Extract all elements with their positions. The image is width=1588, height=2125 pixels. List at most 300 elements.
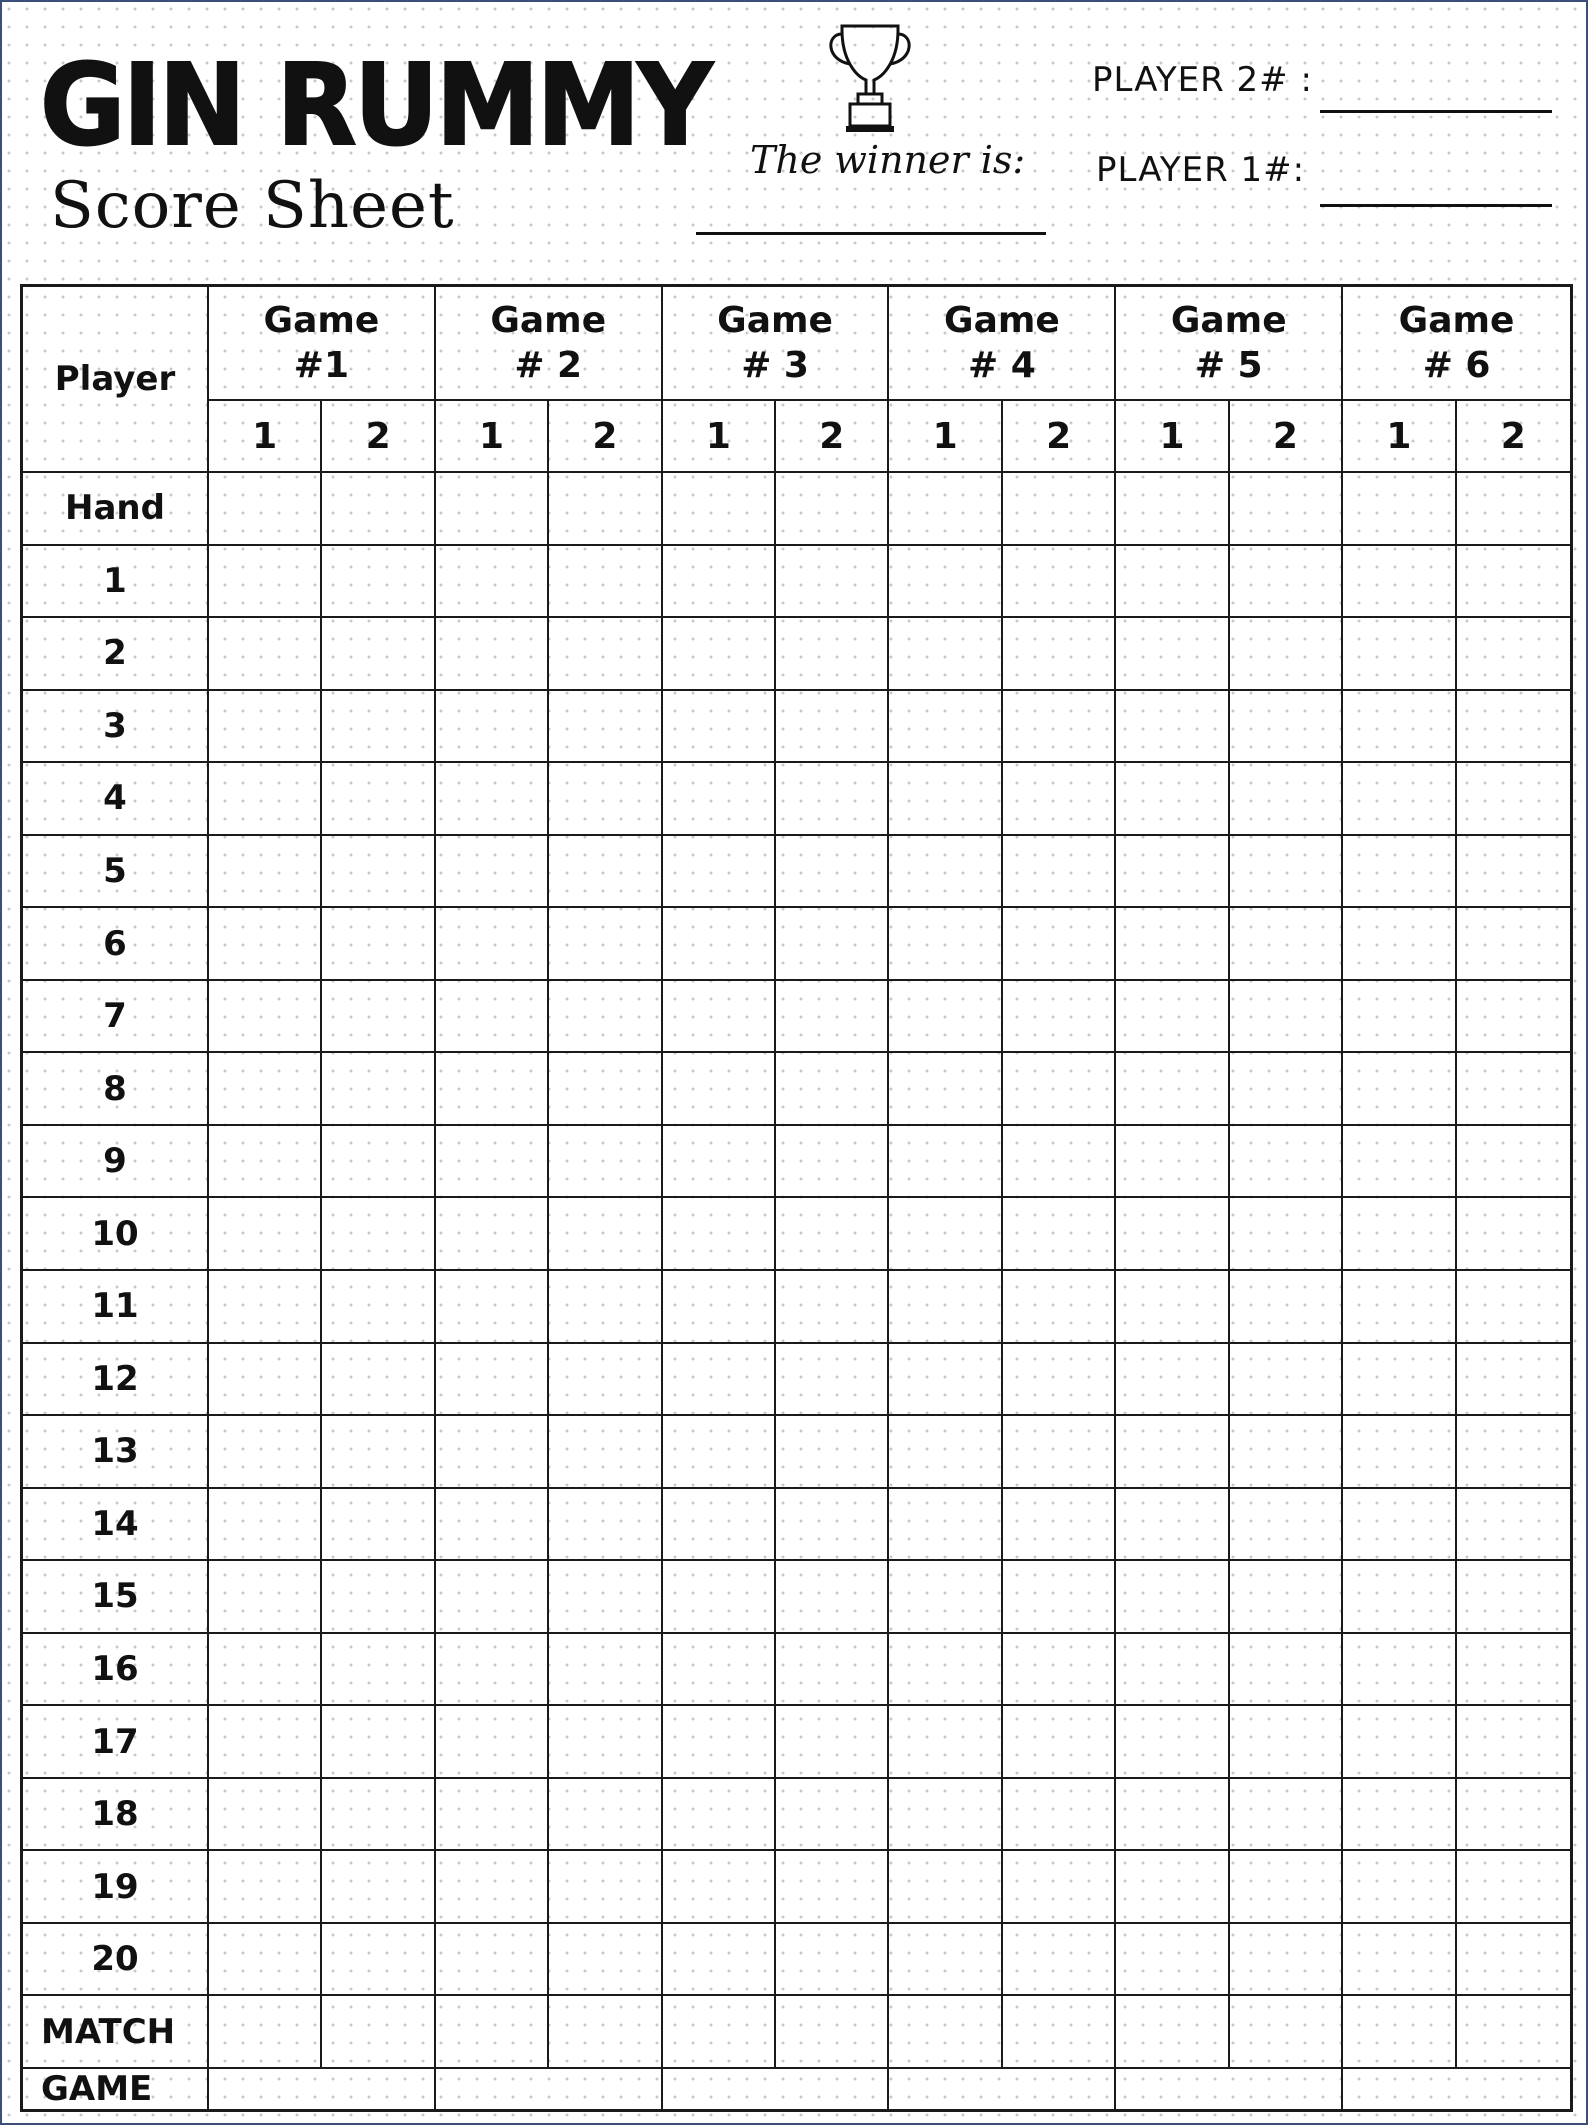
score-cell[interactable]	[209, 1126, 322, 1199]
score-cell[interactable]	[322, 473, 435, 546]
score-cell[interactable]	[549, 1634, 662, 1707]
score-cell[interactable]	[322, 1344, 435, 1417]
score-cell[interactable]	[549, 1561, 662, 1634]
score-cell[interactable]	[1343, 1344, 1456, 1417]
score-cell[interactable]	[776, 1924, 889, 1997]
score-cell[interactable]	[436, 1489, 549, 1562]
score-cell[interactable]	[209, 1561, 322, 1634]
score-cell[interactable]	[549, 1198, 662, 1271]
score-cell[interactable]	[549, 981, 662, 1054]
score-cell[interactable]	[663, 836, 776, 909]
score-cell[interactable]	[322, 1053, 435, 1126]
score-cell[interactable]	[1116, 618, 1229, 691]
score-cell[interactable]	[663, 1489, 776, 1562]
score-cell[interactable]	[322, 691, 435, 764]
score-cell[interactable]	[776, 1416, 889, 1489]
score-cell[interactable]	[1230, 1126, 1343, 1199]
row-label: 5	[23, 836, 209, 909]
score-cell[interactable]	[322, 908, 435, 981]
score-cell[interactable]	[1457, 763, 1570, 836]
score-cell[interactable]	[663, 1706, 776, 1779]
score-cell[interactable]	[776, 1561, 889, 1634]
score-cell[interactable]	[1116, 763, 1229, 836]
score-cell[interactable]	[776, 763, 889, 836]
score-cell[interactable]	[1230, 908, 1343, 981]
score-cell[interactable]	[209, 1924, 322, 1997]
score-cell[interactable]	[663, 691, 776, 764]
score-cell[interactable]	[436, 691, 549, 764]
game-header-label: Game	[1398, 300, 1515, 341]
score-cell[interactable]	[436, 1706, 549, 1779]
score-cell[interactable]	[209, 981, 322, 1054]
row-label: 13	[23, 1416, 209, 1489]
score-cell[interactable]	[1003, 1634, 1116, 1707]
player2-line[interactable]	[1320, 110, 1552, 113]
score-cell[interactable]	[663, 1561, 776, 1634]
score-cell[interactable]	[549, 1416, 662, 1489]
score-cell[interactable]	[889, 1416, 1002, 1489]
score-cell[interactable]	[1116, 1779, 1229, 1852]
score-cell[interactable]	[776, 981, 889, 1054]
score-cell[interactable]	[1343, 1053, 1456, 1126]
score-cell[interactable]	[889, 1779, 1002, 1852]
score-cell[interactable]	[1457, 1416, 1570, 1489]
score-cell[interactable]	[549, 1779, 662, 1852]
score-cell[interactable]	[776, 1344, 889, 1417]
score-cell[interactable]	[209, 1053, 322, 1126]
score-cell[interactable]	[1230, 1053, 1343, 1126]
score-cell[interactable]	[436, 1851, 549, 1924]
score-cell[interactable]	[1230, 836, 1343, 909]
score-cell[interactable]	[1343, 1851, 1456, 1924]
score-cell[interactable]	[776, 1053, 889, 1126]
score-cell[interactable]	[1230, 546, 1343, 619]
game-total-cell[interactable]	[889, 2069, 1116, 2109]
score-cell[interactable]	[1230, 1271, 1343, 1344]
score-cell[interactable]	[1003, 1271, 1116, 1344]
score-cell[interactable]	[1457, 473, 1570, 546]
score-cell[interactable]	[436, 1271, 549, 1344]
row-label: 9	[23, 1126, 209, 1199]
score-cell[interactable]	[1343, 1416, 1456, 1489]
score-cell[interactable]	[322, 1924, 435, 1997]
game-total-cell[interactable]	[209, 2069, 436, 2109]
score-cell[interactable]	[1116, 473, 1229, 546]
score-cell[interactable]	[1116, 1996, 1229, 2069]
score-cell[interactable]	[1343, 1126, 1456, 1199]
score-cell[interactable]	[889, 1489, 1002, 1562]
score-cell[interactable]	[209, 618, 322, 691]
score-cell[interactable]	[1230, 473, 1343, 546]
score-cell[interactable]	[1116, 908, 1229, 981]
score-cell[interactable]	[663, 546, 776, 619]
score-cell[interactable]	[1003, 1053, 1116, 1126]
score-cell[interactable]	[1457, 1053, 1570, 1126]
score-cell[interactable]	[209, 1416, 322, 1489]
score-cell[interactable]	[776, 618, 889, 691]
score-cell[interactable]	[1116, 546, 1229, 619]
score-cell[interactable]	[889, 1198, 1002, 1271]
score-cell[interactable]	[436, 1996, 549, 2069]
game-header-label: Game	[263, 300, 380, 341]
score-cell[interactable]	[1003, 1706, 1116, 1779]
score-cell[interactable]	[776, 1851, 889, 1924]
score-cell[interactable]	[1457, 1706, 1570, 1779]
player-column-header: 1	[889, 401, 1002, 473]
score-cell[interactable]	[1116, 1053, 1229, 1126]
score-cell[interactable]	[1230, 618, 1343, 691]
score-cell[interactable]	[889, 763, 1002, 836]
score-cell[interactable]	[322, 618, 435, 691]
game-header-number: #1	[293, 345, 350, 386]
score-cell[interactable]	[1116, 1851, 1229, 1924]
score-cell[interactable]	[1343, 1924, 1456, 1997]
score-cell[interactable]	[1116, 1126, 1229, 1199]
score-cell[interactable]	[889, 836, 1002, 909]
score-cell[interactable]	[889, 1634, 1002, 1707]
score-cell[interactable]	[1343, 1706, 1456, 1779]
score-cell[interactable]	[1343, 1996, 1456, 2069]
score-cell[interactable]	[1003, 546, 1116, 619]
score-cell[interactable]	[549, 1489, 662, 1562]
score-cell[interactable]	[436, 836, 549, 909]
score-cell[interactable]	[322, 836, 435, 909]
score-cell[interactable]	[1343, 981, 1456, 1054]
score-cell[interactable]	[1003, 473, 1116, 546]
row-label: 7	[23, 981, 209, 1054]
score-cell[interactable]	[1116, 1634, 1229, 1707]
score-cell[interactable]	[436, 981, 549, 1054]
score-cell[interactable]	[663, 1126, 776, 1199]
score-cell[interactable]	[549, 836, 662, 909]
game-total-cell[interactable]	[663, 2069, 890, 2109]
score-cell[interactable]	[436, 1416, 549, 1489]
score-cell[interactable]	[1003, 1344, 1116, 1417]
score-cell[interactable]	[209, 1634, 322, 1707]
row-label: 2	[23, 618, 209, 691]
game-header-number: # 4	[968, 345, 1036, 386]
score-cell[interactable]	[1003, 981, 1116, 1054]
score-cell[interactable]	[663, 1198, 776, 1271]
score-cell[interactable]	[209, 546, 322, 619]
score-cell[interactable]	[322, 1851, 435, 1924]
score-cell[interactable]	[889, 546, 1002, 619]
score-cell[interactable]	[1116, 1344, 1229, 1417]
score-cell[interactable]	[889, 1053, 1002, 1126]
score-cell[interactable]	[1003, 1779, 1116, 1852]
score-cell[interactable]	[889, 981, 1002, 1054]
game-total-cell[interactable]	[1343, 2069, 1570, 2109]
score-cell[interactable]	[436, 1634, 549, 1707]
score-cell[interactable]	[889, 1851, 1002, 1924]
score-cell[interactable]	[436, 618, 549, 691]
score-cell[interactable]	[209, 473, 322, 546]
score-cell[interactable]	[549, 1996, 662, 2069]
row-label: 17	[23, 1706, 209, 1779]
score-cell[interactable]	[889, 1996, 1002, 2069]
score-cell[interactable]	[1457, 1126, 1570, 1199]
score-cell[interactable]	[1116, 1924, 1229, 1997]
score-cell[interactable]	[663, 1344, 776, 1417]
score-cell[interactable]	[549, 1271, 662, 1344]
score-cell[interactable]	[436, 546, 549, 619]
score-cell[interactable]	[1343, 763, 1456, 836]
game-total-cell[interactable]	[1116, 2069, 1343, 2109]
score-cell[interactable]	[322, 1634, 435, 1707]
score-cell[interactable]	[1457, 1924, 1570, 1997]
score-cell[interactable]	[549, 691, 662, 764]
score-cell[interactable]	[1343, 473, 1456, 546]
score-cell[interactable]	[1343, 836, 1456, 909]
score-cell[interactable]	[1230, 981, 1343, 1054]
score-cell[interactable]	[1457, 981, 1570, 1054]
score-cell[interactable]	[1003, 1416, 1116, 1489]
score-cell[interactable]	[209, 1996, 322, 2069]
score-cell[interactable]	[776, 1996, 889, 2069]
row-label: 20	[23, 1924, 209, 1997]
score-cell[interactable]	[549, 473, 662, 546]
score-cell[interactable]	[209, 908, 322, 981]
score-cell[interactable]	[889, 908, 1002, 981]
score-cell[interactable]	[663, 1053, 776, 1126]
score-cell[interactable]	[322, 1126, 435, 1199]
score-cell[interactable]	[1116, 1271, 1229, 1344]
score-cell[interactable]	[1116, 1198, 1229, 1271]
score-cell[interactable]	[1003, 836, 1116, 909]
score-cell[interactable]	[549, 546, 662, 619]
score-cell[interactable]	[209, 1851, 322, 1924]
score-cell[interactable]	[1116, 1416, 1229, 1489]
score-cell[interactable]	[889, 473, 1002, 546]
score-cell[interactable]	[776, 1489, 889, 1562]
score-cell[interactable]	[209, 836, 322, 909]
score-cell[interactable]	[436, 1053, 549, 1126]
score-cell[interactable]	[776, 1271, 889, 1344]
score-cell[interactable]	[663, 618, 776, 691]
score-cell[interactable]	[1003, 1489, 1116, 1562]
score-cell[interactable]	[436, 1126, 549, 1199]
score-cell[interactable]	[209, 1271, 322, 1344]
score-cell[interactable]	[1116, 836, 1229, 909]
score-cell[interactable]	[1457, 1561, 1570, 1634]
game-header	[209, 287, 436, 401]
score-cell[interactable]	[436, 1924, 549, 1997]
score-cell[interactable]	[1003, 691, 1116, 764]
score-cell[interactable]	[549, 1126, 662, 1199]
score-cell[interactable]	[549, 1344, 662, 1417]
score-cell[interactable]	[1003, 908, 1116, 981]
score-cell[interactable]	[1343, 1561, 1456, 1634]
game-header-label: Game	[944, 300, 1060, 341]
score-cell[interactable]	[776, 1634, 889, 1707]
score-cell[interactable]	[776, 908, 889, 981]
score-cell[interactable]	[322, 1561, 435, 1634]
score-cell[interactable]	[322, 1416, 435, 1489]
score-cell[interactable]	[1457, 1779, 1570, 1852]
score-cell[interactable]	[1457, 1489, 1570, 1562]
winner-line[interactable]	[696, 232, 1046, 235]
score-cell[interactable]	[436, 1561, 549, 1634]
score-cell[interactable]	[1343, 1489, 1456, 1562]
row-label: 6	[23, 908, 209, 981]
score-cell[interactable]	[1230, 1779, 1343, 1852]
score-cell[interactable]	[663, 1634, 776, 1707]
score-cell[interactable]	[663, 1996, 776, 2069]
score-cell[interactable]	[436, 473, 549, 546]
score-cell[interactable]	[322, 1271, 435, 1344]
score-cell[interactable]	[1230, 1416, 1343, 1489]
score-cell[interactable]	[1457, 618, 1570, 691]
score-cell[interactable]	[1003, 1126, 1116, 1199]
score-cell[interactable]	[1003, 1198, 1116, 1271]
game-header	[663, 287, 890, 401]
score-cell[interactable]	[1343, 1634, 1456, 1707]
score-cell[interactable]	[1116, 691, 1229, 764]
score-cell[interactable]	[1116, 981, 1229, 1054]
score-cell[interactable]	[322, 1198, 435, 1271]
score-cell[interactable]	[1003, 1996, 1116, 2069]
score-cell[interactable]	[663, 1924, 776, 1997]
score-cell[interactable]	[322, 546, 435, 619]
score-cell[interactable]	[1457, 546, 1570, 619]
score-cell[interactable]	[1230, 1996, 1343, 2069]
player-column-header: 2	[549, 401, 662, 473]
score-cell[interactable]	[1343, 1271, 1456, 1344]
score-cell[interactable]	[889, 1706, 1002, 1779]
score-cell[interactable]	[1230, 1561, 1343, 1634]
score-cell[interactable]	[1343, 546, 1456, 619]
row-label: 12	[23, 1344, 209, 1417]
score-cell[interactable]	[1003, 1851, 1116, 1924]
score-cell[interactable]	[1343, 618, 1456, 691]
score-cell[interactable]	[1343, 691, 1456, 764]
score-cell[interactable]	[1457, 836, 1570, 909]
score-cell[interactable]	[1457, 1198, 1570, 1271]
row-label: 8	[23, 1053, 209, 1126]
score-cell[interactable]	[1457, 691, 1570, 764]
score-cell[interactable]	[1230, 691, 1343, 764]
game-total-cell[interactable]	[436, 2069, 663, 2109]
score-cell[interactable]	[209, 1344, 322, 1417]
score-cell[interactable]	[1230, 1924, 1343, 1997]
score-cell[interactable]	[436, 763, 549, 836]
game-header-number: # 5	[1194, 345, 1263, 386]
score-cell[interactable]	[322, 981, 435, 1054]
score-cell[interactable]	[1003, 618, 1116, 691]
score-cell[interactable]	[209, 763, 322, 836]
score-cell[interactable]	[1457, 1851, 1570, 1924]
score-cell[interactable]	[1116, 1561, 1229, 1634]
score-cell[interactable]	[889, 1344, 1002, 1417]
score-cell[interactable]	[1230, 1489, 1343, 1562]
score-cell[interactable]	[322, 763, 435, 836]
score-cell[interactable]	[1457, 1996, 1570, 2069]
score-cell[interactable]	[549, 618, 662, 691]
score-cell[interactable]	[549, 1706, 662, 1779]
row-label: 3	[23, 691, 209, 764]
score-cell[interactable]	[549, 763, 662, 836]
score-cell[interactable]	[436, 1198, 549, 1271]
score-cell[interactable]	[663, 981, 776, 1054]
score-cell[interactable]	[1457, 1344, 1570, 1417]
score-cell[interactable]	[549, 1924, 662, 1997]
score-cell[interactable]	[209, 1779, 322, 1852]
score-cell[interactable]	[209, 1489, 322, 1562]
score-cell[interactable]	[663, 1416, 776, 1489]
score-cell[interactable]	[436, 1344, 549, 1417]
score-cell[interactable]	[322, 1489, 435, 1562]
score-cell[interactable]	[1343, 1198, 1456, 1271]
score-cell[interactable]	[1343, 1779, 1456, 1852]
score-cell[interactable]	[436, 1779, 549, 1852]
score-cell[interactable]	[663, 1779, 776, 1852]
score-cell[interactable]	[1457, 1271, 1570, 1344]
score-cell[interactable]	[1003, 1561, 1116, 1634]
score-cell[interactable]	[322, 1996, 435, 2069]
score-cell[interactable]	[1003, 1924, 1116, 1997]
score-cell[interactable]	[663, 908, 776, 981]
score-cell[interactable]	[1230, 1706, 1343, 1779]
score-cell[interactable]	[549, 1053, 662, 1126]
score-cell[interactable]	[1230, 1851, 1343, 1924]
player-column-header: 2	[776, 401, 889, 473]
score-cell[interactable]	[663, 473, 776, 546]
score-cell[interactable]	[1230, 763, 1343, 836]
score-cell[interactable]	[889, 691, 1002, 764]
score-cell[interactable]	[889, 1561, 1002, 1634]
score-cell[interactable]	[322, 1706, 435, 1779]
score-cell[interactable]	[209, 1706, 322, 1779]
score-cell[interactable]	[1003, 763, 1116, 836]
game-header-number: # 6	[1422, 345, 1491, 386]
score-cell[interactable]	[1457, 1634, 1570, 1707]
player-column-header: 2	[1230, 401, 1343, 473]
player1-line[interactable]	[1320, 204, 1552, 207]
score-cell[interactable]	[1457, 908, 1570, 981]
score-cell[interactable]	[322, 1779, 435, 1852]
score-cell[interactable]	[1116, 1706, 1229, 1779]
score-cell[interactable]	[776, 691, 889, 764]
score-cell[interactable]	[776, 473, 889, 546]
score-cell[interactable]	[776, 546, 889, 619]
score-cell[interactable]	[209, 1198, 322, 1271]
score-cell[interactable]	[889, 1271, 1002, 1344]
score-cell[interactable]	[549, 908, 662, 981]
score-cell[interactable]	[663, 1851, 776, 1924]
score-cell[interactable]	[209, 691, 322, 764]
score-cell[interactable]	[776, 1779, 889, 1852]
score-cell[interactable]	[663, 1271, 776, 1344]
score-cell[interactable]	[1343, 908, 1456, 981]
row-label: 11	[23, 1271, 209, 1344]
score-cell[interactable]	[549, 1851, 662, 1924]
score-cell[interactable]	[1230, 1634, 1343, 1707]
score-cell[interactable]	[889, 618, 1002, 691]
score-cell[interactable]	[776, 1198, 889, 1271]
score-cell[interactable]	[776, 1126, 889, 1199]
row-label: 16	[23, 1634, 209, 1707]
score-cell[interactable]	[889, 1126, 1002, 1199]
score-cell[interactable]	[889, 1924, 1002, 1997]
score-cell[interactable]	[776, 1706, 889, 1779]
score-cell[interactable]	[1116, 1489, 1229, 1562]
score-cell[interactable]	[663, 763, 776, 836]
score-cell[interactable]	[776, 836, 889, 909]
score-cell[interactable]	[436, 908, 549, 981]
score-cell[interactable]	[1230, 1344, 1343, 1417]
score-cell[interactable]	[1230, 1198, 1343, 1271]
row-label: 19	[23, 1851, 209, 1924]
